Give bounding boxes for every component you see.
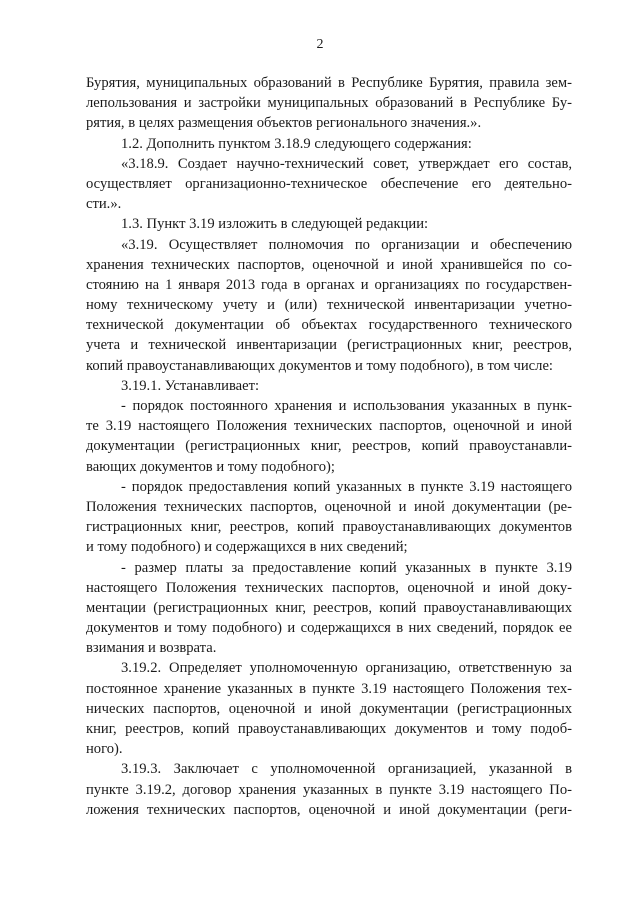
text-line: технической документации об объектах государственного технического	[86, 317, 572, 334]
text-line: документов и тому подобного) и содержащихся в них сведений, порядок ее	[86, 620, 572, 637]
text-line: те 3.19 настоящего Положения технических паспортов, оценочной и иной	[86, 418, 572, 435]
text-line: «3.18.9. Создает научно-технический совет, утверждает его состав,	[121, 155, 572, 172]
text-line: 3.19.2. Определяет уполномоченную организацию, ответственную за	[121, 660, 572, 677]
text-line: ного).	[86, 741, 123, 758]
text-line: 3.19.3. Заключает с уполномоченной организацией, указанной в	[121, 761, 572, 778]
text-line: ложения технических паспортов, оценочной и иной документации (реги-	[86, 801, 572, 818]
text-line: пункте 3.19.2, договор хранения указанных в пункте 3.19 настоящего По-	[86, 781, 572, 798]
text-line: осуществляет организационно-техническое обеспечение его деятельно-	[86, 175, 572, 192]
text-line: 3.19.1. Устанавливает:	[121, 377, 260, 394]
text-line: сти.».	[86, 196, 122, 213]
text-line: стоянию на 1 января 2013 года в органах и организациях по государствен-	[86, 276, 572, 293]
text-line: Положения технических паспортов, оценочной и иной документации (ре-	[86, 498, 572, 515]
text-line: учета и технической инвентаризации (регистрационных книг, реестров,	[86, 337, 572, 354]
text-line: - размер платы за предоставление копий указанных в пункте 3.19	[121, 559, 572, 576]
text-line: взимания и возврата.	[86, 640, 217, 657]
text-line: рятия, в целях размещения объектов регионального значения.».	[86, 115, 482, 132]
text-line: книг, реестров, копий правоустанавливающих документов и тому подоб-	[86, 721, 572, 737]
text-line: настоящего Положения технических паспортов, оценочной и иной доку-	[86, 579, 572, 596]
text-line: ному техническому учету и (или) технической инвентаризации учетно-	[86, 297, 572, 314]
text-line: ментации (регистрационных книг, реестров, копий правоустанавливающих	[86, 599, 572, 616]
document-body	[86, 73, 572, 820]
text-line: хранения технических паспортов, оценочной и иной хранившейся по со-	[86, 256, 572, 273]
text-line: лепользования и застройки муниципальных образований в Республике Бу-	[86, 95, 572, 112]
text-line: 1.2. Дополнить пунктом 3.18.9 следующего содержания:	[121, 135, 472, 152]
text-line: 1.3. Пункт 3.19 изложить в следующей редакции:	[121, 216, 429, 233]
text-line: вающих документов и тому подобного);	[86, 458, 335, 475]
text-line: гистрационных книг, реестров, копий правоустанавливающих документов	[86, 519, 572, 536]
page-number: 2	[316, 37, 324, 52]
text-line: - порядок постоянного хранения и использования указанных в пунк-	[121, 398, 572, 414]
text-line: «3.19. Осуществляет полномочия по организации и обеспечению	[121, 236, 572, 253]
text-line: копий правоустанавливающих документов и тому подобного), в том числе:	[86, 357, 553, 374]
text-line: и тому подобного) и содержащихся в них сведений;	[86, 539, 408, 556]
text-line: постоянное хранение указанных в пункте 3.19 настоящего Положения тех-	[86, 680, 572, 697]
text-line: - порядок предоставления копий указанных в пункте 3.19 настоящего	[121, 478, 572, 495]
text-line: Бурятия, муниципальных образований в Республике Бурятия, правила зем-	[86, 75, 572, 91]
text-line: документации (регистрационных книг, реестров, копий правоустанавли-	[86, 438, 572, 455]
text-line: нических паспортов, оценочной и иной документации (регистрационных	[86, 700, 572, 717]
